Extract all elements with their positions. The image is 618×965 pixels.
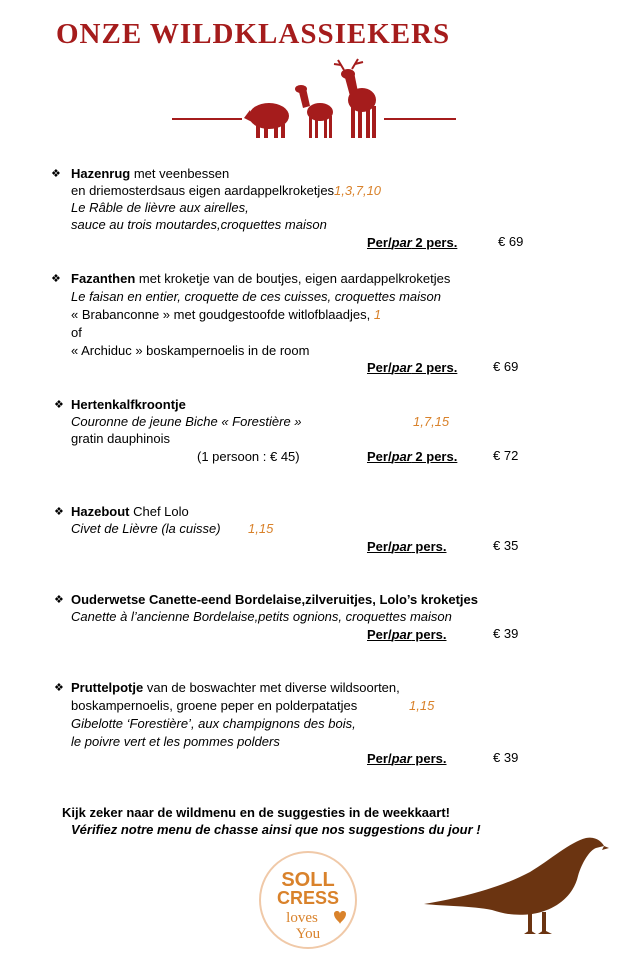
item-description: met veenbessen	[130, 166, 230, 181]
item-line	[71, 503, 189, 520]
item-line	[71, 182, 381, 199]
stag-icon	[341, 69, 376, 138]
item-price: € 69	[498, 234, 524, 249]
bullet-icon: ❖	[54, 506, 64, 518]
item-description: Chef Lolo	[129, 504, 189, 519]
boar-icon	[244, 103, 289, 138]
allergen-codes: 1,7,15	[413, 414, 450, 429]
item-french: sauce au trois moutardes,croquettes maison	[71, 217, 327, 232]
bullet-icon: ❖	[54, 682, 64, 694]
item-name: Hazebout	[71, 504, 130, 519]
item-line	[71, 270, 450, 287]
doe-icon	[295, 85, 333, 138]
item-name: Pruttelpotje	[71, 680, 144, 695]
item-line	[71, 697, 357, 714]
item-price: € 35	[493, 538, 519, 553]
antlers-icon	[334, 59, 363, 70]
bullet-icon: ❖	[54, 399, 64, 411]
menu-title: ONZE WILDKLASSIEKERS	[56, 18, 451, 50]
wild-animals-illustration	[170, 58, 460, 143]
per-persons-label: Per/par 2 pers.	[367, 235, 458, 250]
item-option: « Brabanconne » met goudgestoofde witlofblaadjes,	[71, 307, 371, 322]
bullet-icon: ❖	[51, 168, 61, 180]
per-persons-label: Per/par pers.	[367, 627, 447, 642]
item-name: Hertenkalfkroontje	[71, 397, 186, 412]
item-french: Gibelotte ‘Forestière’, aux champignons des bois,	[71, 716, 356, 731]
logo-text-soll: SOLL	[281, 869, 335, 891]
item-french: Couronne de jeune Biche « Forestière »	[71, 414, 302, 429]
item-description: gratin dauphinois	[71, 431, 171, 446]
item-option: « Archiduc » boskampernoelis in de room	[71, 343, 310, 358]
allergen-codes: 1,15	[248, 521, 274, 536]
item-name: Ouderwetse Canette-eend Bordelaise,zilveruitjes, Lolo’s kroketjes	[71, 592, 478, 607]
item-french: Canette à l’ancienne Bordelaise,petits ognions, croquettes maison	[71, 609, 452, 624]
logo-text-cress: CRESS	[276, 888, 340, 908]
allergen-codes: 1,15	[409, 698, 435, 713]
per-persons-label: Per/par 2 pers.	[367, 360, 458, 375]
pheasant-illustration	[420, 832, 610, 942]
item-price: € 69	[493, 359, 519, 374]
per-persons-label: Per/par pers.	[367, 539, 447, 554]
item-price: € 72	[493, 448, 519, 463]
bullet-icon: ❖	[51, 273, 61, 285]
soll-cress-logo	[256, 850, 360, 950]
item-name: Hazenrug	[71, 166, 131, 181]
item-description: boskampernoelis, groene peper en polderpatatjes	[71, 698, 358, 713]
per-persons-label: Per/par 2 pers.	[367, 449, 458, 464]
footer-note-nl: Kijk zeker naar de wildmenu en de suggesties in de weekkaart!	[62, 805, 450, 820]
item-line	[71, 306, 381, 323]
item-french: le poivre vert et les pommes polders	[71, 734, 280, 749]
item-price: € 39	[493, 750, 519, 765]
logo-text-you: You	[295, 926, 321, 942]
item-name: Fazanthen	[71, 271, 136, 286]
item-price: € 39	[493, 626, 519, 641]
single-person-note: (1 persoon : € 45)	[197, 449, 300, 464]
allergen-codes: 1	[373, 307, 382, 322]
item-french: Civet de Lièvre (la cuisse)	[71, 521, 221, 536]
item-description: en driemosterdsaus eigen aardappelkroketjes	[71, 183, 335, 198]
logo-text-loves: loves	[286, 910, 318, 926]
per-persons-label: Per/par pers.	[367, 751, 447, 766]
item-description: van de boswachter met diverse wildsoorten,	[143, 680, 400, 695]
item-french: Le faisan en entier, croquette de ces cuisses, croquettes maison	[71, 289, 441, 304]
allergen-codes: 1,3,7,10	[334, 183, 382, 198]
item-line	[71, 165, 229, 182]
item-or: of	[71, 325, 82, 340]
item-description: met kroketje van de boutjes, eigen aardappelkroketjes	[135, 271, 451, 286]
item-line	[71, 679, 400, 696]
item-french: Le Râble de lièvre aux airelles,	[71, 200, 249, 215]
footer-note-fr: Vérifiez notre menu de chasse ainsi que nos suggestions du jour !	[71, 822, 481, 837]
bullet-icon: ❖	[54, 594, 64, 606]
